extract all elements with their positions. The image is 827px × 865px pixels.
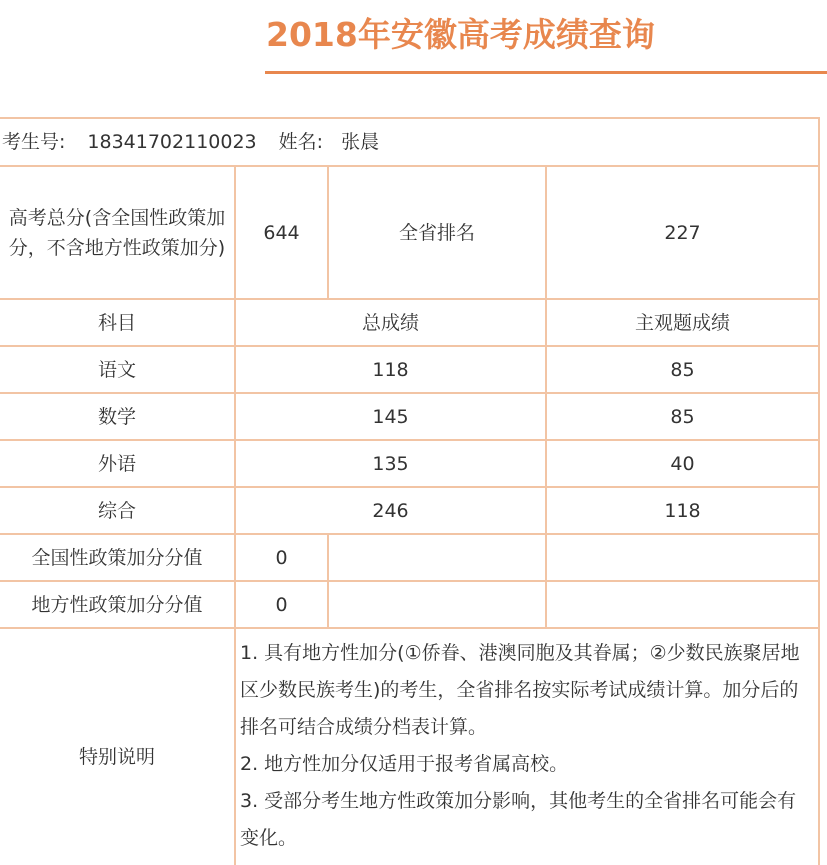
note-item: 2. 地方性加分仅适用于报考省属高校。 xyxy=(240,753,569,775)
row-subject: 数学 xyxy=(0,392,236,441)
empty-cell xyxy=(545,580,820,629)
row-total: 246 xyxy=(234,486,547,535)
national-bonus-value: 0 xyxy=(234,533,329,582)
student-info xyxy=(0,127,379,157)
empty-cell xyxy=(327,580,547,629)
row-subjective: 85 xyxy=(545,345,820,394)
row-total: 145 xyxy=(234,392,547,441)
row-subject: 综合 xyxy=(0,486,236,535)
header-total: 总成绩 xyxy=(234,298,547,347)
total-score-label: 高考总分(含全国性政策加分，不含地方性政策加分) xyxy=(0,165,236,300)
local-bonus-value: 0 xyxy=(234,580,329,629)
national-bonus-label: 全国性政策加分分值 xyxy=(0,533,236,582)
student-name-label: 姓名: xyxy=(278,131,324,153)
header-subject: 科目 xyxy=(0,298,236,347)
empty-cell xyxy=(545,533,820,582)
student-name-value: 张晨 xyxy=(341,131,380,153)
row-subject: 语文 xyxy=(0,345,236,394)
local-bonus-label: 地方性政策加分分值 xyxy=(0,580,236,629)
row-subjective: 118 xyxy=(545,486,820,535)
page-title: 2018年安徽高考成绩查询 xyxy=(266,15,655,54)
rank-value: 227 xyxy=(545,165,820,300)
note-item: 3. 受部分考生地方性政策加分影响，其他考生的全省排名可能会有变化。 xyxy=(240,790,797,849)
header-subjective: 主观题成绩 xyxy=(545,298,820,347)
student-info-row xyxy=(0,117,820,167)
empty-cell xyxy=(327,533,547,582)
notes-label: 特别说明 xyxy=(0,627,236,865)
rank-label: 全省排名 xyxy=(327,165,547,300)
row-total: 118 xyxy=(234,345,547,394)
student-id-label: 考生号: xyxy=(2,131,66,153)
notes-content xyxy=(234,627,820,865)
row-total: 135 xyxy=(234,439,547,488)
title-underline xyxy=(265,71,827,74)
row-subject: 外语 xyxy=(0,439,236,488)
total-score-value: 644 xyxy=(234,165,329,300)
row-subjective: 85 xyxy=(545,392,820,441)
note-item: 1. 具有地方性加分(①侨眷、港澳同胞及其眷属；②少数民族聚居地区少数民族考生)的考生，全省排名按实际考试成绩计算。加分后的排名可结合成绩分档表计算。 xyxy=(240,642,800,738)
student-id-value: 18341702110023 xyxy=(87,131,257,153)
row-subjective: 40 xyxy=(545,439,820,488)
